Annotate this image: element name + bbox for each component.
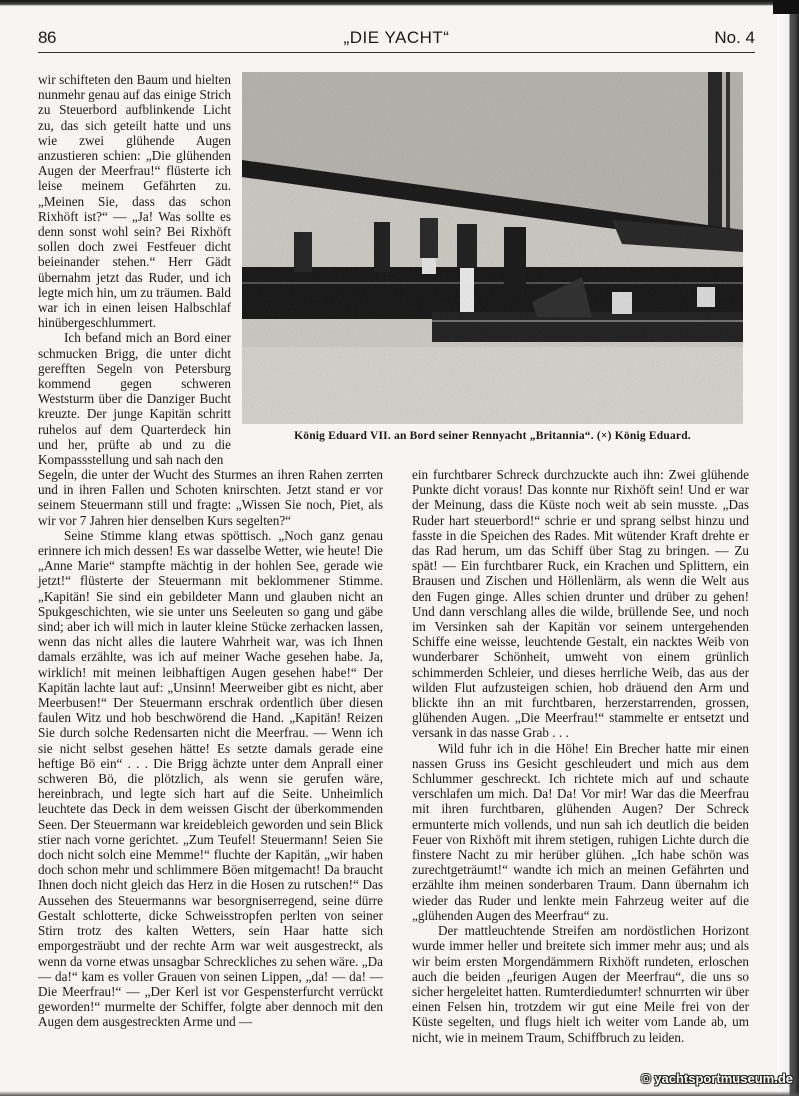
yacht-photo-illustration (242, 72, 743, 424)
scan-bottom-edge (0, 1091, 799, 1096)
scan-right-edge (777, 0, 799, 1096)
page-number: 86 (38, 28, 56, 47)
journal-title: „DIE YACHT“ (343, 28, 450, 47)
copyright-watermark: © yachtsportmuseum.de (641, 1071, 793, 1086)
header-rule (38, 52, 755, 53)
paragraph: Der mattleuchtende Streifen am nordöstlichen Horizont wurde immer heller und breitete sich immer mehr aus; und als wir beim ersten Morgendämmern Rixhöft rundeten, erloschen auch die beiden „feurigen Augen der Meerfrau“, die uns so sicher hergeleitet hatten. Rumterdiedumter! schnurrten wir über einen Felsen hin, trotzdem wir gut eine Meile frei von der Küste segelten, und flugs hielt ich weiter vom Lande ab, um nicht, wie in meinem Traum, Schiffbruch zu leiden. (412, 923, 749, 1045)
photo-caption: König Eduard VII. an Bord seiner Rennyacht „Britannia“. (×) König Eduard. (294, 430, 691, 442)
paragraph: Segeln, die unter der Wucht des Sturmes an ihren Rahen zerrten und in ihren Fallen und Schoten knirschten. Jetzt stand er vor seinem Steuermann still und fragte: „Wissen Sie noch, Piet, als wir vor 7 Jahren hier denselben Kurs segelten?“ (38, 467, 383, 528)
page-header (38, 28, 755, 50)
right-column-bottom (412, 467, 749, 1045)
paragraph: Wild fuhr ich in die Höhe! Ein Brecher hatte mir einen nassen Gruss ins Gesicht geschleudert und mich aus dem Schlummer geschreckt. Ich richtete mich auf und schaute verschlafen um mich. Da! Da! Vor mir! War das die Meerfrau mit ihren furchtbaren, glühenden Augen? Der Schreck ermunterte mich vollends, und nun sah ich deutlich die beiden Feuer von Rixhöft mit ihrem stetigen, ruhigen Lichte durch die finstere Nacht zu mir herüber glühen. „Ich habe schön was zurechtgeträumt!“ wandte ich mich an meinen Gefährten und erzählte ihm meinen sonderbaren Traum. Dann übernahm ich wieder das Ruder und lenkte mein Fahrzeug weiter auf die „glühenden Augen des Meerfrau“ zu. (412, 740, 749, 923)
yacht-photograph (242, 72, 743, 424)
left-column-bottom (38, 467, 383, 1030)
scan-top-edge (0, 0, 799, 6)
issue-number: No. 4 (714, 28, 755, 47)
scan-corner (773, 0, 799, 14)
paragraph: wir schifteten den Baum und hielten nunmehr genau auf das einige Strich zu Steuerbord aufblinkende Licht zu, das sich geteilt hatte und uns wie zwei glühende Augen anzustieren schien: „Die glühenden Augen der Meerfrau!“ flüsterte ich leise meinem Gefährten zu. „Meinen Sie, dass das schon Rixhöft ist?“ — „Ja! Was sollte es denn sonst wohl sein? Bei Rixhöft sollen doch zwei Festfeuer dicht beieinander stehen.“ Herr Gädt übernahm jetzt das Ruder, und ich legte mich hin, um zu träumen. Bald war ich in einen leisen Halbschlaf hinübergeschlummert. (38, 72, 231, 331)
paragraph: Seine Stimme klang etwas spöttisch. „Noch ganz genau erinnere ich mich dessen! Es war dasselbe Wetter, wie heute! Die „Anne Marie“ stampfte mächtig in der hohlen See, gerade wie jetzt!“ flüsterte der Steuermann mit beklommener Stimme. „Kapitän! Sie sind ein gebildeter Mann und glauben nicht an Spukgeschichten, wie sie unter uns Seeleuten so gang und gäbe sind; aber ich will mich in lauter kleine Stücke zerhacken lassen, wenn das nicht alles die lautere Wahrheit war, was ich Ihnen damals erzählte, was ich auf meiner Wache gesehen habe. Ja, wirklich! mit meinen leibhaftigen Augen gesehen habe!“ Der Kapitän lachte laut auf: „Unsinn! Meerweiber gibt es nicht, aber Meerbusen!“ Der Steuermann erschrak ordentlich über diesen faulen Witz und hob beschwörend die Hand. „Kapitän! Reizen Sie durch solche Redensarten nicht die Meerfrau. — Wenn ich sie nicht selbst gesehen hätte! Es setzte damals gerade eine heftige Bö ein“ . . . Die Brigg ächzte unter dem Anprall einer schweren Bö, die plötzlich, als wenn sie gerufen wäre, hereinbrach, und legte sich hart auf die Seite. Unheimlich leuchtete das Deck in dem weissen Gischt der überkommenden Seen. Der Steuermann war kreidebleich geworden und sein Blick stier nach vorne gerichtet. „Zum Teufel! Steuermann! Seien Sie doch nicht solch eine Memme!“ fluchte der Kapitän, „wir haben doch schon mehr und schlimmere Böen mitgemacht! Da braucht Ihnen doch nicht gleich das Herz in die Hosen zu rutschen!“ Das Aussehen des Steuermanns war besorgniserregend, seine dürre Gestalt schlotterte, dicke Schweisstropfen perlten von seiner Stirn trotz des kalten Wetters, sein Haar hatte sich emporgesträubt und der rechte Arm war weit ausgestreckt, als wenn da vorne etwas unsagbar Schreckliches zu sehen wäre. „Da — da!“ kam es voller Grauen von seinen Lippen, „da! — da! — Die Meerfrau!“ — „Der Kerl ist vor Gespensterfurcht verrückt geworden!“ murmelte der Schiffer, folgte aber dennoch mit den Augen dem ausgestreckten Arme und — (38, 527, 383, 1030)
left-column-top (38, 72, 231, 467)
paragraph: Ich befand mich an Bord einer schmucken Brigg, die unter dicht gerefften Segeln von Petersburg kommend gegen schweren Weststurm über die Danziger Bucht kreuzte. Der junge Kapitän schritt ruhelos auf dem Quarterdeck hin und her, prüfte ab und zu die Kompassstellung und sah nach den (38, 330, 231, 468)
paragraph: ein furchtbarer Schreck durchzuckte auch ihn: Zwei glühende Punkte dicht voraus! Das konnte nur Rixhöft sein! Und er war der Meinung, dass die Küste noch weit ab sein musste. „Das Ruder hart steuerbord!“ schrie er und sprang selbst hinzu und fasste in die Speichen des Rades. Mit wütender Kraft drehte er das Rad herum, um das Schiff über Stag zu bringen. — Zu spät! — Ein furchtbarer Ruck, ein Krachen und Splittern, ein Brausen und Zischen und Höllenlärm, als wenn die Welt aus den Fugen ginge. Alles schien drunter und drüber zu gehen! Und dann verschlang alles die wilde, brüllende See, und noch im Versinken sah der Kapitän vor seinem untergehenden Schiffe eine weisse, leuchtende Gestalt, ein nacktes Weib von wunderbarer Schönheit, umweht von einem grünlich schimmerden Schleier, und dieses herrliche Weib, das aus der wilden Flut aufzusteigen schien, hob dräuend den Arm und blickte ihn an mit furchtbaren, herzerstarrenden, grossen, glühenden Augen. „Die Meerfrau!“ stammelte er entsetzt und versank in das nasse Grab . . . (412, 467, 749, 741)
